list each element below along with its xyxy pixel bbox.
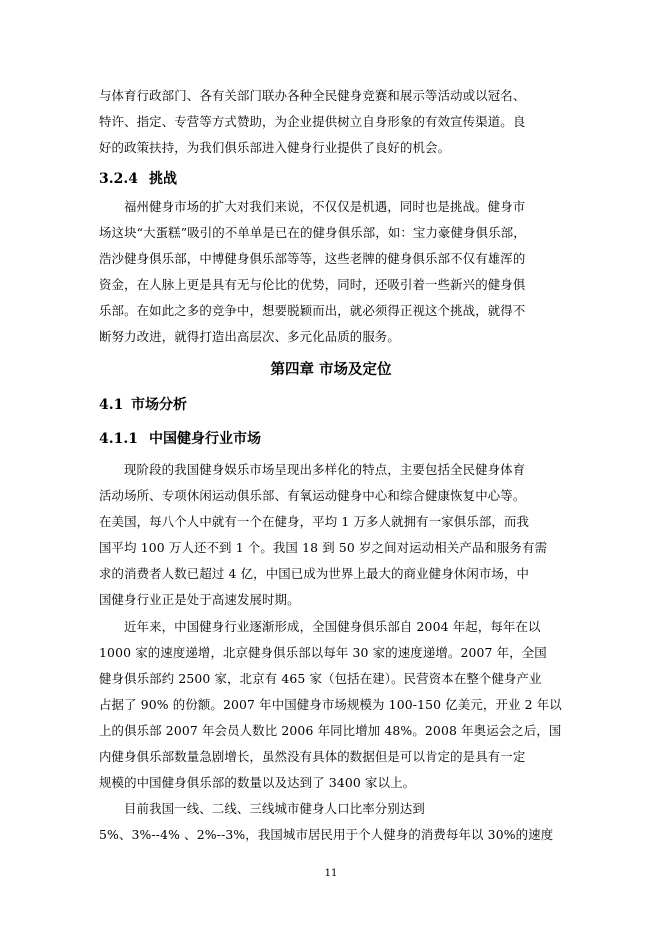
section-number: 4.1.1: [99, 431, 138, 447]
body-text-line: 健身俱乐部约 2500 家，北京有 465 家（包括在建）。民营资本在整个健身产业: [99, 671, 542, 686]
section-heading-4-1: [99, 394, 187, 414]
body-text-line: 福州健身市场的扩大对我们来说，不仅仅是机遇，同时也是挑战。健身市: [124, 199, 526, 214]
body-text-line: 现阶段的我国健身娱乐市场呈现出多样化的特点，主要包括全民健身体育: [124, 462, 526, 477]
section-heading-4-1-1: [99, 428, 261, 448]
section-title: 挑战: [149, 171, 177, 187]
body-text-line: 1000 家的速度递增，北京健身俱乐部以每年 30 家的速度递增。2007 年，全国: [99, 645, 547, 660]
section-title: 中国健身行业市场: [149, 431, 261, 447]
body-text-line: 5%、3%--4% 、2%--3%，我国城市居民用于个人健身的消费每年以 30%的速度: [99, 827, 554, 842]
body-text-line: 近年来，中国健身行业逐渐形成，全国健身俱乐部自 2004 年起，每年在以: [124, 619, 541, 634]
body-text-line: 目前我国一线、二线、三线城市健身人口比率分别达到: [124, 801, 425, 816]
body-text-line: 特许、指定、专营等方式赞助，为企业提供树立自身形象的有效宣传渠道。良: [99, 114, 526, 129]
chapter-title: 第四章 市场及定位: [270, 361, 392, 378]
body-text-line: 活动场所、专项休闲运动俱乐部、有氧运动健身中心和综合健康恢复中心等。: [99, 488, 526, 503]
section-title: 市场分析: [131, 397, 187, 413]
section-heading-3-2-4: [99, 168, 177, 188]
body-text-line: 上的俱乐部 2007 年会员人数比 2006 年同比增加 48%。2008 年奥运会之后，国: [99, 723, 562, 738]
body-text-line: 乐部。在如此之多的竞争中，想要脱颖而出，就必须得正视这个挑战，就得不: [99, 303, 526, 318]
body-text-line: 内健身俱乐部数量急剧增长，虽然没有具体的数据但是可以肯定的是具有一定: [99, 749, 526, 764]
body-text-line: 场这块“大蛋糕”吸引的不单单是已在的健身俱乐部，如：宝力豪健身俱乐部，: [99, 225, 526, 240]
body-text-line: 好的政策扶持，为我们俱乐部进入健身行业提供了良好的机会。: [99, 140, 451, 155]
page-number: 11: [324, 868, 338, 879]
body-text-line: 与体育行政部门、各有关部门联办各种全民健身竞赛和展示等活动或以冠名、: [99, 88, 526, 103]
section-number: 3.2.4: [99, 171, 138, 187]
body-text-line: 断努力改进，就得打造出高层次、多元化品质的服务。: [99, 329, 400, 344]
body-text-line: 规模的中国健身俱乐部的数量以及达到了 3400 家以上。: [99, 775, 416, 790]
body-text-line: 国平均 100 万人还不到 1 个。我国 18 到 50 岁之间对运动相关产品和服务有需: [99, 540, 548, 555]
body-text-line: 求的消费者人数已超过 4 亿，中国已成为世界上最大的商业健身休闲市场，中: [99, 566, 530, 581]
section-number: 4.1: [99, 397, 124, 413]
body-text-line: 占据了 90% 的份额。2007 年中国健身市场规模为 100-150 亿美元，开业 2 年以: [99, 697, 562, 712]
body-text-line: 在美国，每八个人中就有一个在健身，平均 1 万多人就拥有一家俱乐部，而我: [99, 514, 530, 529]
body-text-line: 国健身行业正是处于高速发展时期。: [99, 592, 300, 607]
body-text-line: 资金，在人脉上更是具有无与伦比的优势，同时，还吸引着一些新兴的健身俱: [99, 277, 526, 292]
body-text-line: 浩沙健身俱乐部，中博健身俱乐部等等，这些老牌的健身俱乐部不仅有雄浑的: [99, 251, 526, 266]
